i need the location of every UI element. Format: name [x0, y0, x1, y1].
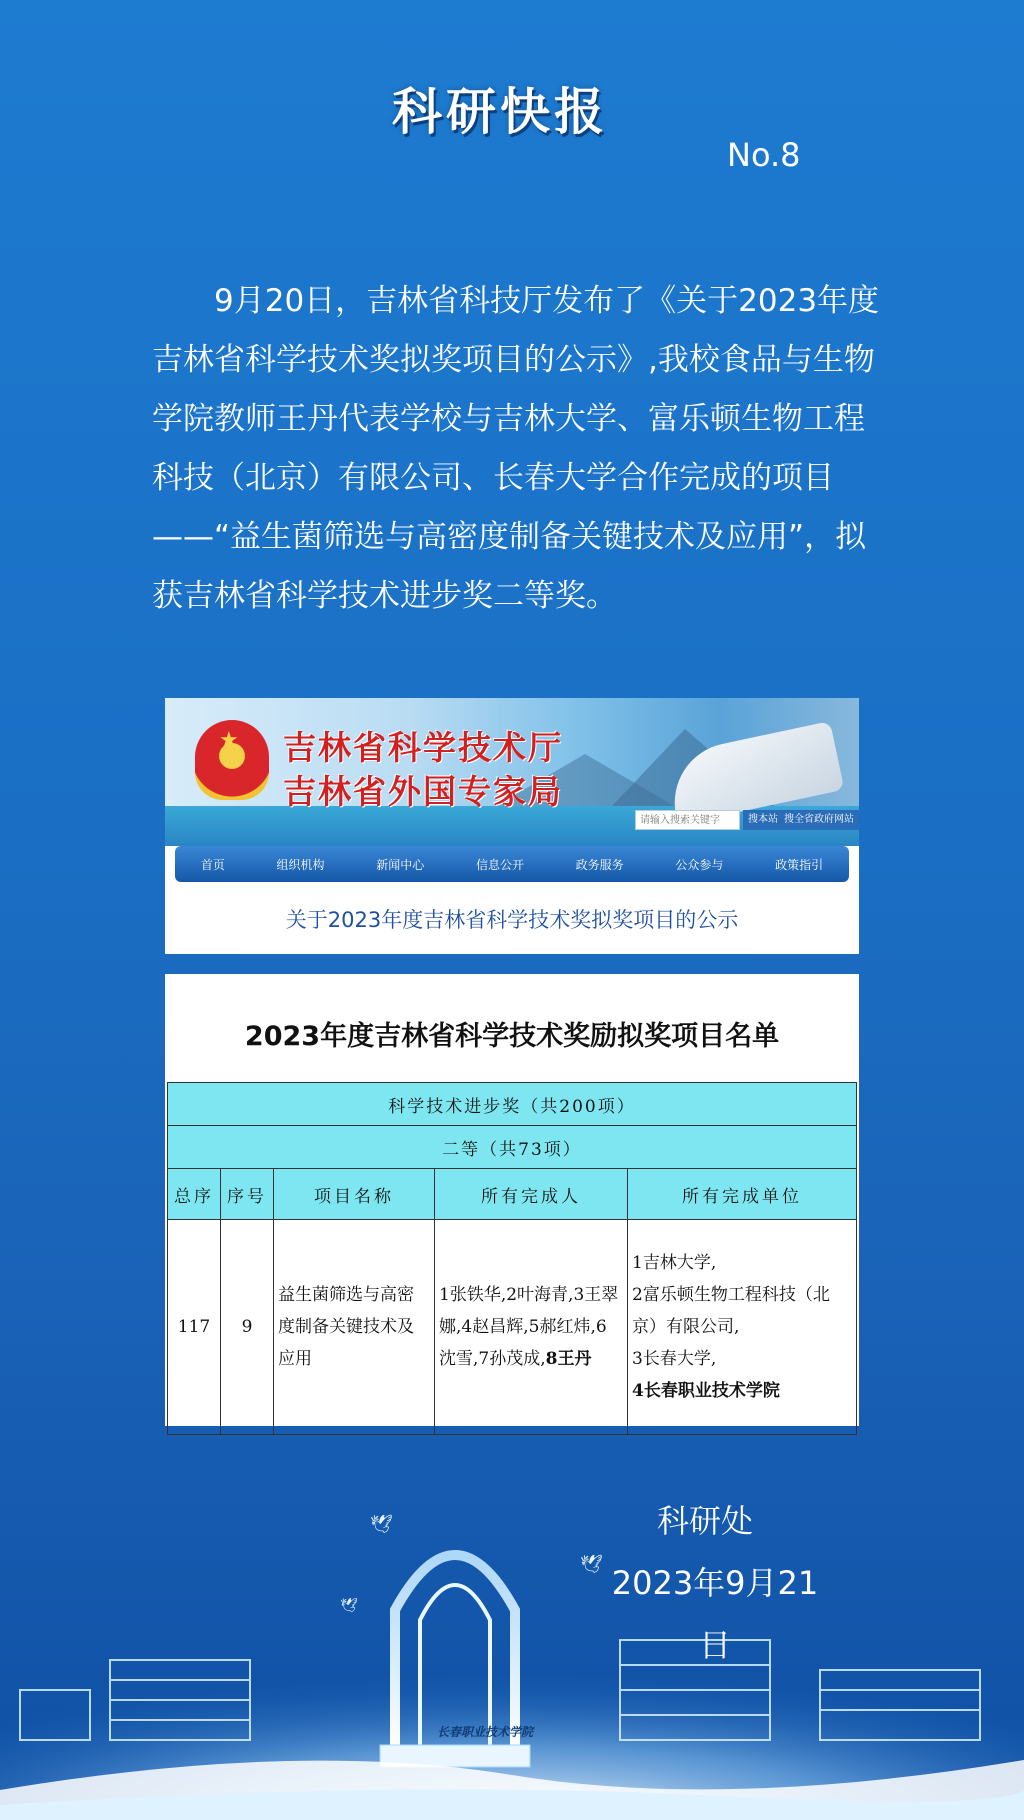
issue-number: No.8 — [727, 136, 801, 174]
header-project: 项目名称 — [274, 1169, 435, 1220]
nav-item-organization[interactable]: 组织机构 — [276, 857, 325, 872]
award-list-card — [165, 974, 859, 1426]
unit-highlight: 4长春职业技术学院 — [632, 1381, 780, 1401]
unit-2: 2富乐顿生物工程科技（北京）有限公司, — [632, 1285, 830, 1337]
cell-total-no: 117 — [168, 1220, 221, 1435]
notice-title-link[interactable]: 关于2023年度吉林省科学技术奖拟奖项目的公示 — [285, 908, 739, 932]
signature-date: 2023年9月21 — [611, 1564, 819, 1602]
header-no: 序号 — [221, 1169, 274, 1220]
campus-illustration — [0, 1490, 1024, 1820]
cell-project: 益生菌筛选与高密度制备关键技术及应用 — [274, 1220, 435, 1435]
award-table — [167, 1082, 857, 1435]
cell-people — [435, 1220, 628, 1435]
site-search-button[interactable]: 搜本站 — [743, 810, 783, 830]
nav-item-public[interactable]: 公众参与 — [675, 857, 724, 872]
site-name-line2: 吉林省外国专家局 — [283, 772, 563, 811]
nav-item-services[interactable]: 政务服务 — [575, 857, 624, 872]
cell-no: 9 — [221, 1220, 274, 1435]
table-row — [168, 1220, 857, 1435]
nav-item-policy[interactable]: 政策指引 — [775, 857, 824, 872]
nav-item-info[interactable]: 信息公开 — [475, 857, 524, 872]
nav-item-home[interactable]: 首页 — [200, 857, 225, 872]
campus-gate-label: 长春职业技术学院 — [436, 1725, 533, 1739]
svg-text:🕊: 🕊 — [370, 1514, 393, 1535]
svg-text:🕊: 🕊 — [340, 1598, 358, 1614]
nav-item-news[interactable]: 新闻中心 — [376, 857, 425, 872]
svg-text:🕊: 🕊 — [580, 1554, 603, 1575]
site-navbar — [175, 846, 849, 882]
site-search-input[interactable]: 请输入搜索关键字 — [635, 810, 740, 830]
unit-1: 1吉林大学, — [632, 1253, 717, 1273]
award-category: 科学技术进步奖（共200项） — [168, 1083, 857, 1126]
people-highlight: 8王丹 — [545, 1349, 592, 1369]
site-name-line1: 吉林省科学技术厅 — [283, 728, 563, 767]
article-paragraph: 9月20日，吉林省科技厅发布了《关于2023年度吉林省科学技术奖拟奖项目的公示》,我校食品与生物学院教师王丹代表学校与吉林大学、富乐顿生物工程科技（北京）有限公司、长春大学合作完成的项目——“益生菌筛选与高密度制备关键技术及应用”，拟获吉林省科学技术进步奖二等奖。 — [152, 283, 880, 614]
national-emblem-icon: ★ — [195, 720, 269, 800]
unit-3: 3长春大学, — [632, 1349, 717, 1369]
page-title: 科研快报 — [392, 83, 608, 141]
signature-org: 科研处 — [656, 1502, 753, 1540]
gov-search-button[interactable]: 搜全省政府网站 — [779, 810, 859, 830]
header-total-no: 总序 — [168, 1169, 221, 1220]
people-list: 1张铁华,2叶海青,3王翠娜,4赵昌辉,5郝红炜,6沈雪,7孙茂成, — [439, 1285, 619, 1369]
header-units: 所有完成单位 — [628, 1169, 857, 1220]
cell-units — [628, 1220, 857, 1435]
website-screenshot — [165, 698, 859, 954]
header-people: 所有完成人 — [435, 1169, 628, 1220]
award-grade: 二等（共73项） — [168, 1126, 857, 1169]
site-banner — [165, 698, 859, 846]
award-list-title: 2023年度吉林省科学技术奖励拟奖项目名单 — [244, 1021, 780, 1052]
